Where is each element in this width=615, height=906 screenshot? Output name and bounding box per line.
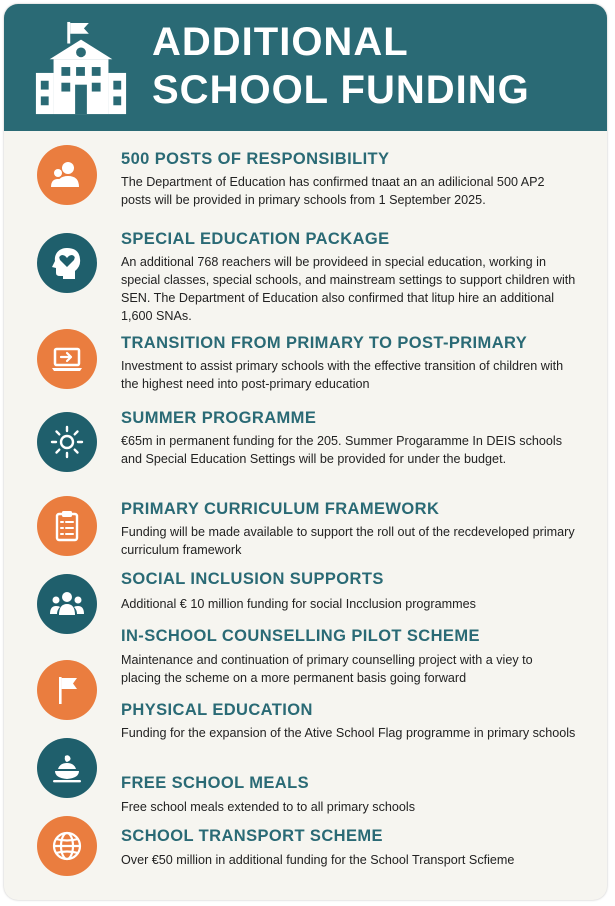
item-description: Funding for the expansion of the Ative School Flag programme in primary schools bbox=[121, 726, 576, 740]
meal-icon bbox=[37, 738, 97, 798]
item-title: PRIMARY CURRICULUM FRAMEWORK bbox=[121, 500, 440, 518]
item-description: €65m in permanent funding for the 205. Summer Progaramme In DEIS schools and Special Education Settings will be provided for under the budget. bbox=[121, 434, 563, 466]
item-description: An additional 768 reachers will be provideed in special education, working in special classes, special schools, and mainstream settings to support children with SEN. The Department of Education also confirmed that litup hire an additional 1,600 SNAs. bbox=[121, 255, 576, 323]
title-line-1: ADDITIONAL bbox=[152, 20, 409, 64]
item-title: 500 POSTS OF RESPONSIBILITY bbox=[121, 150, 390, 168]
school-building-icon bbox=[32, 20, 130, 118]
item-title: IN-SCHOOL COUNSELLING PILOT SCHEME bbox=[121, 627, 480, 645]
clipboard-icon bbox=[37, 496, 97, 556]
page-title bbox=[152, 18, 530, 114]
item-title: FREE SCHOOL MEALS bbox=[121, 774, 310, 792]
item-title: SPECIAL EDUCATION PACKAGE bbox=[121, 230, 390, 248]
infographic-card bbox=[4, 4, 607, 900]
item-description: The Department of Education has confirmed tnaat an an adilicional 500 AP2 posts will be provided in primary schools from 1 September 2025. bbox=[121, 175, 545, 207]
globe-icon bbox=[37, 816, 97, 876]
item-description: Free school meals extended to to all primary schools bbox=[121, 800, 415, 814]
item-title: TRANSITION FROM PRIMARY TO POST-PRIMARY bbox=[121, 334, 528, 352]
item-title: SUMMER PROGRAMME bbox=[121, 409, 317, 427]
head-heart-icon bbox=[37, 233, 97, 293]
header-banner bbox=[4, 4, 607, 131]
flag-icon bbox=[37, 660, 97, 720]
item-title: SCHOOL TRANSPORT SCHEME bbox=[121, 827, 383, 845]
item-description: Maintenance and continuation of primary counselling project with a viey to placing the scheme on a more permanent basis going forward bbox=[121, 653, 533, 685]
sun-icon bbox=[37, 412, 97, 472]
item-description: Over €50 million in additional funding for the School Transport Scfieme bbox=[121, 853, 515, 867]
item-description: Additional € 10 million funding for social Incclusion programmes bbox=[121, 597, 476, 611]
group-icon bbox=[37, 574, 97, 634]
item-description: Funding will be made available to support the roll out of the recdeveloped primary curriculum framework bbox=[121, 525, 575, 557]
people-icon bbox=[37, 145, 97, 205]
item-description: Investment to assist primary schools with the effective transition of children with the highest need into post-primary education bbox=[121, 359, 564, 391]
item-title: SOCIAL INCLUSION SUPPORTS bbox=[121, 570, 384, 588]
item-title: PHYSICAL EDUCATION bbox=[121, 701, 313, 719]
title-line-2: SCHOOL FUNDING bbox=[152, 68, 530, 112]
laptop-arrow-icon bbox=[37, 329, 97, 389]
